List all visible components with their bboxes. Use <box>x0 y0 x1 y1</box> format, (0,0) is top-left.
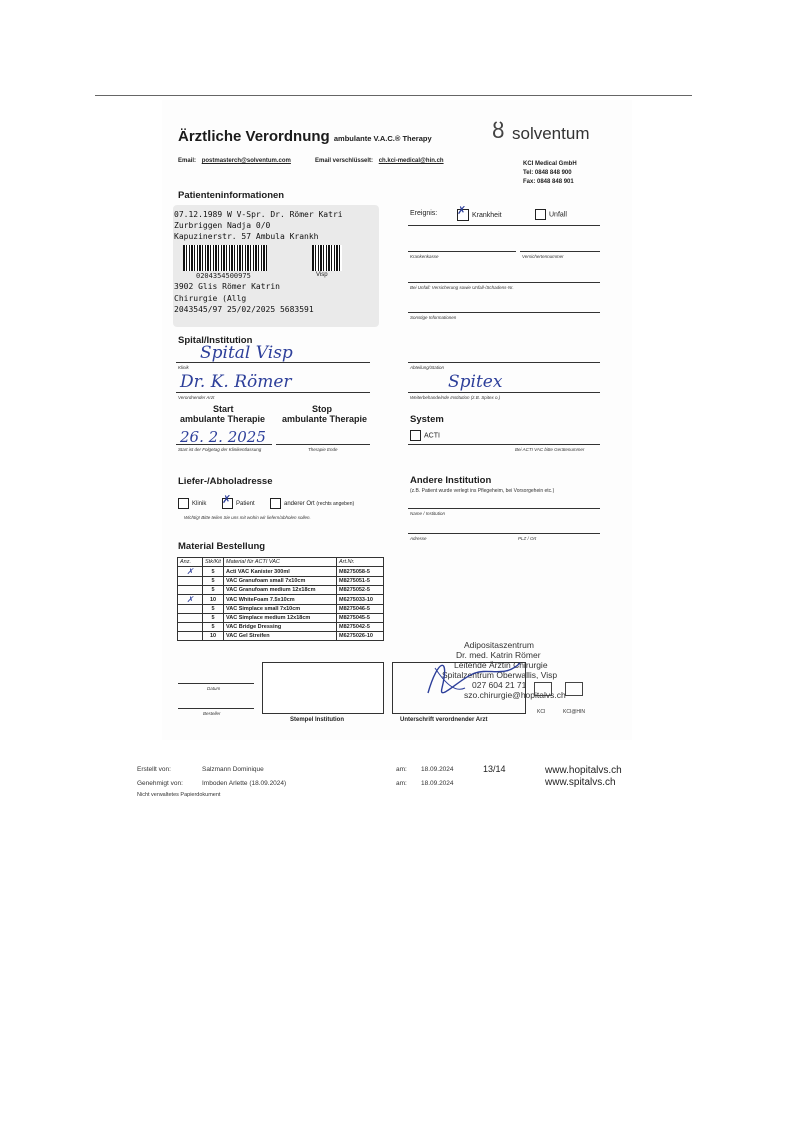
patient-line4: 3902 Glis Römer Katrin <box>174 282 280 291</box>
besteller-line <box>178 708 254 709</box>
stop-line <box>276 444 370 445</box>
form-title: Ärztliche Verordnung ambulante V.A.C.® Therapy <box>178 128 432 145</box>
klinik-line <box>176 362 370 363</box>
material-cell: VAC WhiteFoam 7.5x10cm <box>224 595 337 605</box>
anz-cell[interactable] <box>178 614 203 623</box>
arzt-line <box>176 392 370 393</box>
stempel-box[interactable] <box>262 662 384 714</box>
unfall-checkbox[interactable]: Unfall <box>535 209 567 220</box>
besteller-label: Besteller <box>203 711 221 716</box>
andere-sub: (z.B. Patient wurde verlegt ins Pflegeheim, bei Vorsorgehein etc.) <box>410 488 555 494</box>
am2-date: 18.09.2024 <box>421 780 454 787</box>
acti-checkbox[interactable]: ACTI <box>410 430 440 441</box>
company-info: KCI Medical GmbH Tel: 0848 848 900 Fax: 0848 848 901 <box>523 161 577 185</box>
email-row: Email: postmasterch@solventum.com <box>178 158 291 164</box>
stk-cell: 5 <box>203 586 224 595</box>
weiterbehandelnde-label: Weiterbehandelnde Institution (z.B. Spitex o.) <box>410 395 501 400</box>
system-line <box>408 444 600 445</box>
table-row[interactable] <box>178 623 384 632</box>
artnr-cell: M8275051-5 <box>337 577 384 586</box>
erstellt-name: Salzmann Dominique <box>202 766 264 773</box>
patient-line1: 07.12.1989 W V-Spr. Dr. Römer Katri <box>174 210 343 219</box>
adresse-line <box>408 533 600 534</box>
material-cell: Acti VAC Kanister 300ml <box>224 567 337 577</box>
barcode-label: Visp <box>316 272 328 278</box>
email-link[interactable]: postmasterch@solventum.com <box>201 158 291 164</box>
anz-cell[interactable] <box>178 586 203 595</box>
header-artnr: Art.Nr. <box>337 558 384 567</box>
unterschrift-label: Unterschrift verordnender Arzt <box>400 717 488 723</box>
kci-label: KCI <box>537 709 546 715</box>
artnr-cell: M6275033-10 <box>337 595 384 605</box>
email-enc-row: Email verschlüsselt: ch.kci-medical@hin.ch <box>315 158 444 164</box>
email-enc-link[interactable]: ch.kci-medical@hin.ch <box>378 158 444 164</box>
url-spitalvs[interactable]: www.spitalvs.ch <box>545 777 616 788</box>
start-line <box>176 444 272 445</box>
kci-fax-icon <box>534 682 552 696</box>
abteilung-label: Abteilung/Station <box>410 365 445 370</box>
artnr-cell: M8275042-5 <box>337 623 384 632</box>
stk-cell: 5 <box>203 577 224 586</box>
stk-cell: 10 <box>203 632 224 641</box>
krankenkasse-label: Krankenkasse <box>410 254 439 259</box>
doctor-stamp: Adipositaszentrum Dr. med. Katrin Römer Leitende Ärztin Chirurgie Spitalzentrum Oberwallis, Visp 027 604 21 71 szo.chirurgie@hopitalvs.ch <box>442 640 566 700</box>
stop-note: Therapie Ende <box>308 447 338 452</box>
nicht-verwaltet: Nicht verwaltetes Papierdokument <box>137 792 221 798</box>
weiterbehandelnde-line <box>408 392 600 393</box>
artnr-cell: M8275045-5 <box>337 614 384 623</box>
patient-line5: Chirurgie (Allg <box>174 294 247 303</box>
start-heading: Start <box>213 404 234 414</box>
table-row[interactable] <box>178 577 384 586</box>
material-cell: VAC Simplace medium 12x18cm <box>224 614 337 623</box>
start-date-handwritten: 26. 2. 2025 <box>180 428 266 446</box>
name-inst-label: Name / Institution <box>410 511 446 516</box>
abteilung-line <box>408 362 600 363</box>
klinik-label: Klinik <box>178 365 189 370</box>
anz-cell[interactable] <box>178 623 203 632</box>
plz-label: PLZ / Ort <box>518 536 537 541</box>
am1-date: 18.09.2024 <box>421 766 454 773</box>
ereignis-line <box>408 225 600 226</box>
andere-heading: Andere Institution <box>410 475 492 486</box>
artnr-cell: M8275058-5 <box>337 567 384 577</box>
name-inst-line <box>408 508 600 509</box>
genehmigt-name: Imboden Arlette (18.09.2024) <box>202 780 287 787</box>
klinik-handwritten: Spital Visp <box>200 343 293 363</box>
versnr-line <box>520 251 600 252</box>
ereignis-label: Ereignis: <box>410 210 438 217</box>
patient-heading: Patienteninformationen <box>178 190 285 201</box>
material-header-row <box>178 558 384 567</box>
erstellt-label: Erstellt von: <box>137 766 171 773</box>
top-rule <box>95 95 692 96</box>
stempel-label: Stempel Institution <box>290 717 344 723</box>
anz-cell[interactable] <box>178 605 203 614</box>
material-cell: VAC Gel Streifen <box>224 632 337 641</box>
doctor-signature <box>420 648 530 708</box>
material-heading: Material Bestellung <box>178 541 266 552</box>
system-heading: System <box>410 414 444 425</box>
material-cell: VAC Bridge Dressing <box>224 623 337 632</box>
stk-cell: 5 <box>203 567 224 577</box>
material-cell: VAC Simplace small 7x10cm <box>224 605 337 614</box>
patient-line3: Kapuzinerstr. 57 Ambula Krankh <box>174 232 319 241</box>
kci-mail-icon <box>565 682 583 696</box>
unfall-label: Bei Unfall: Versicherung sowie Unfall-/Schadens-Nr. <box>410 285 514 290</box>
stop-sub: ambulante Therapie <box>282 414 368 424</box>
liefer-klinik-checkbox[interactable]: Klinik <box>178 498 206 509</box>
table-row[interactable] <box>178 614 384 623</box>
material-table <box>177 557 384 641</box>
visit-barcode <box>312 245 342 271</box>
unfall-line <box>408 282 600 283</box>
stop-heading: Stop <box>312 404 332 414</box>
table-row[interactable] <box>178 567 384 577</box>
table-row[interactable] <box>178 586 384 595</box>
liefer-patient-checkbox[interactable]: ✗ Patient <box>222 498 255 509</box>
versnr-label: Versichertennummer <box>522 254 564 259</box>
anz-cell[interactable] <box>178 577 203 586</box>
material-cell: VAC Granufoam small 7x10cm <box>224 577 337 586</box>
solventum-logo-icon: ȣ <box>492 118 505 143</box>
table-row[interactable] <box>178 605 384 614</box>
spitex-handwritten: Spitex <box>448 372 503 392</box>
stk-cell: 5 <box>203 614 224 623</box>
datum-line <box>178 683 254 684</box>
patient-line2: Zurbriggen Nadja 0/0 <box>174 221 271 230</box>
artnr-cell: M8275052-5 <box>337 586 384 595</box>
stk-cell: 5 <box>203 605 224 614</box>
url-hopitalvs[interactable]: www.hopitalvs.ch <box>545 765 622 776</box>
barcode-number: 0204354500975 <box>196 272 251 280</box>
anz-cell[interactable] <box>178 632 203 641</box>
material-cell: VAC Granufoam medium 12x18cm <box>224 586 337 595</box>
artnr-cell: M6275026-10 <box>337 632 384 641</box>
patient-line6: 2043545/97 25/02/2025 5683591 <box>174 305 314 314</box>
sonstige-label: Sonstige Informationen <box>410 315 457 320</box>
genehmigt-label: Genehmigt von: <box>137 780 183 787</box>
am1-label: am: <box>396 766 407 773</box>
sonstige-line <box>408 312 600 313</box>
artnr-cell: M8275046-5 <box>337 605 384 614</box>
krankheit-checkbox[interactable]: ✗ Krankheit <box>457 209 502 221</box>
header-material: Material für ACTI VAC <box>224 558 337 567</box>
table-row[interactable] <box>178 595 384 605</box>
arzt-handwritten: Dr. K. Römer <box>180 372 292 392</box>
anz-cell[interactable]: ✗ <box>178 595 203 605</box>
stk-cell: 10 <box>203 595 224 605</box>
arzt-label: Verordnender Arzt <box>178 395 215 400</box>
acti-note: Bei ACTI VAC bitte Gerätenummer <box>515 447 585 452</box>
table-row[interactable] <box>178 632 384 641</box>
header-anz: Anz. <box>178 558 203 567</box>
liefer-heading: Liefer-/Abholadresse <box>178 476 273 487</box>
am2-label: am: <box>396 780 407 787</box>
kci-hin-label: KCI@HIN <box>563 709 586 715</box>
start-sub: ambulante Therapie <box>180 414 266 424</box>
adresse-label: Adresse <box>410 536 427 541</box>
patient-barcode <box>183 245 267 271</box>
header-stk: Stk/Kit <box>203 558 224 567</box>
anz-cell[interactable]: ✗ <box>178 567 203 577</box>
stk-cell: 5 <box>203 623 224 632</box>
brand-name: solventum <box>512 124 590 143</box>
spital-heading: Spital/Institution <box>178 335 253 346</box>
start-note: Start ist der Folgetag der Klinikentlassung <box>178 447 262 452</box>
liefer-anderer-checkbox[interactable]: anderer Ort (rechts angeben) <box>270 498 354 509</box>
krankenkasse-line <box>408 251 516 252</box>
datum-label: Datum <box>207 686 221 691</box>
page-number: 13/14 <box>483 764 506 774</box>
liefer-note: Wichtig! Bitte teilen Sie uns mit wohin wir liefern/abholen sollen. <box>184 515 311 520</box>
